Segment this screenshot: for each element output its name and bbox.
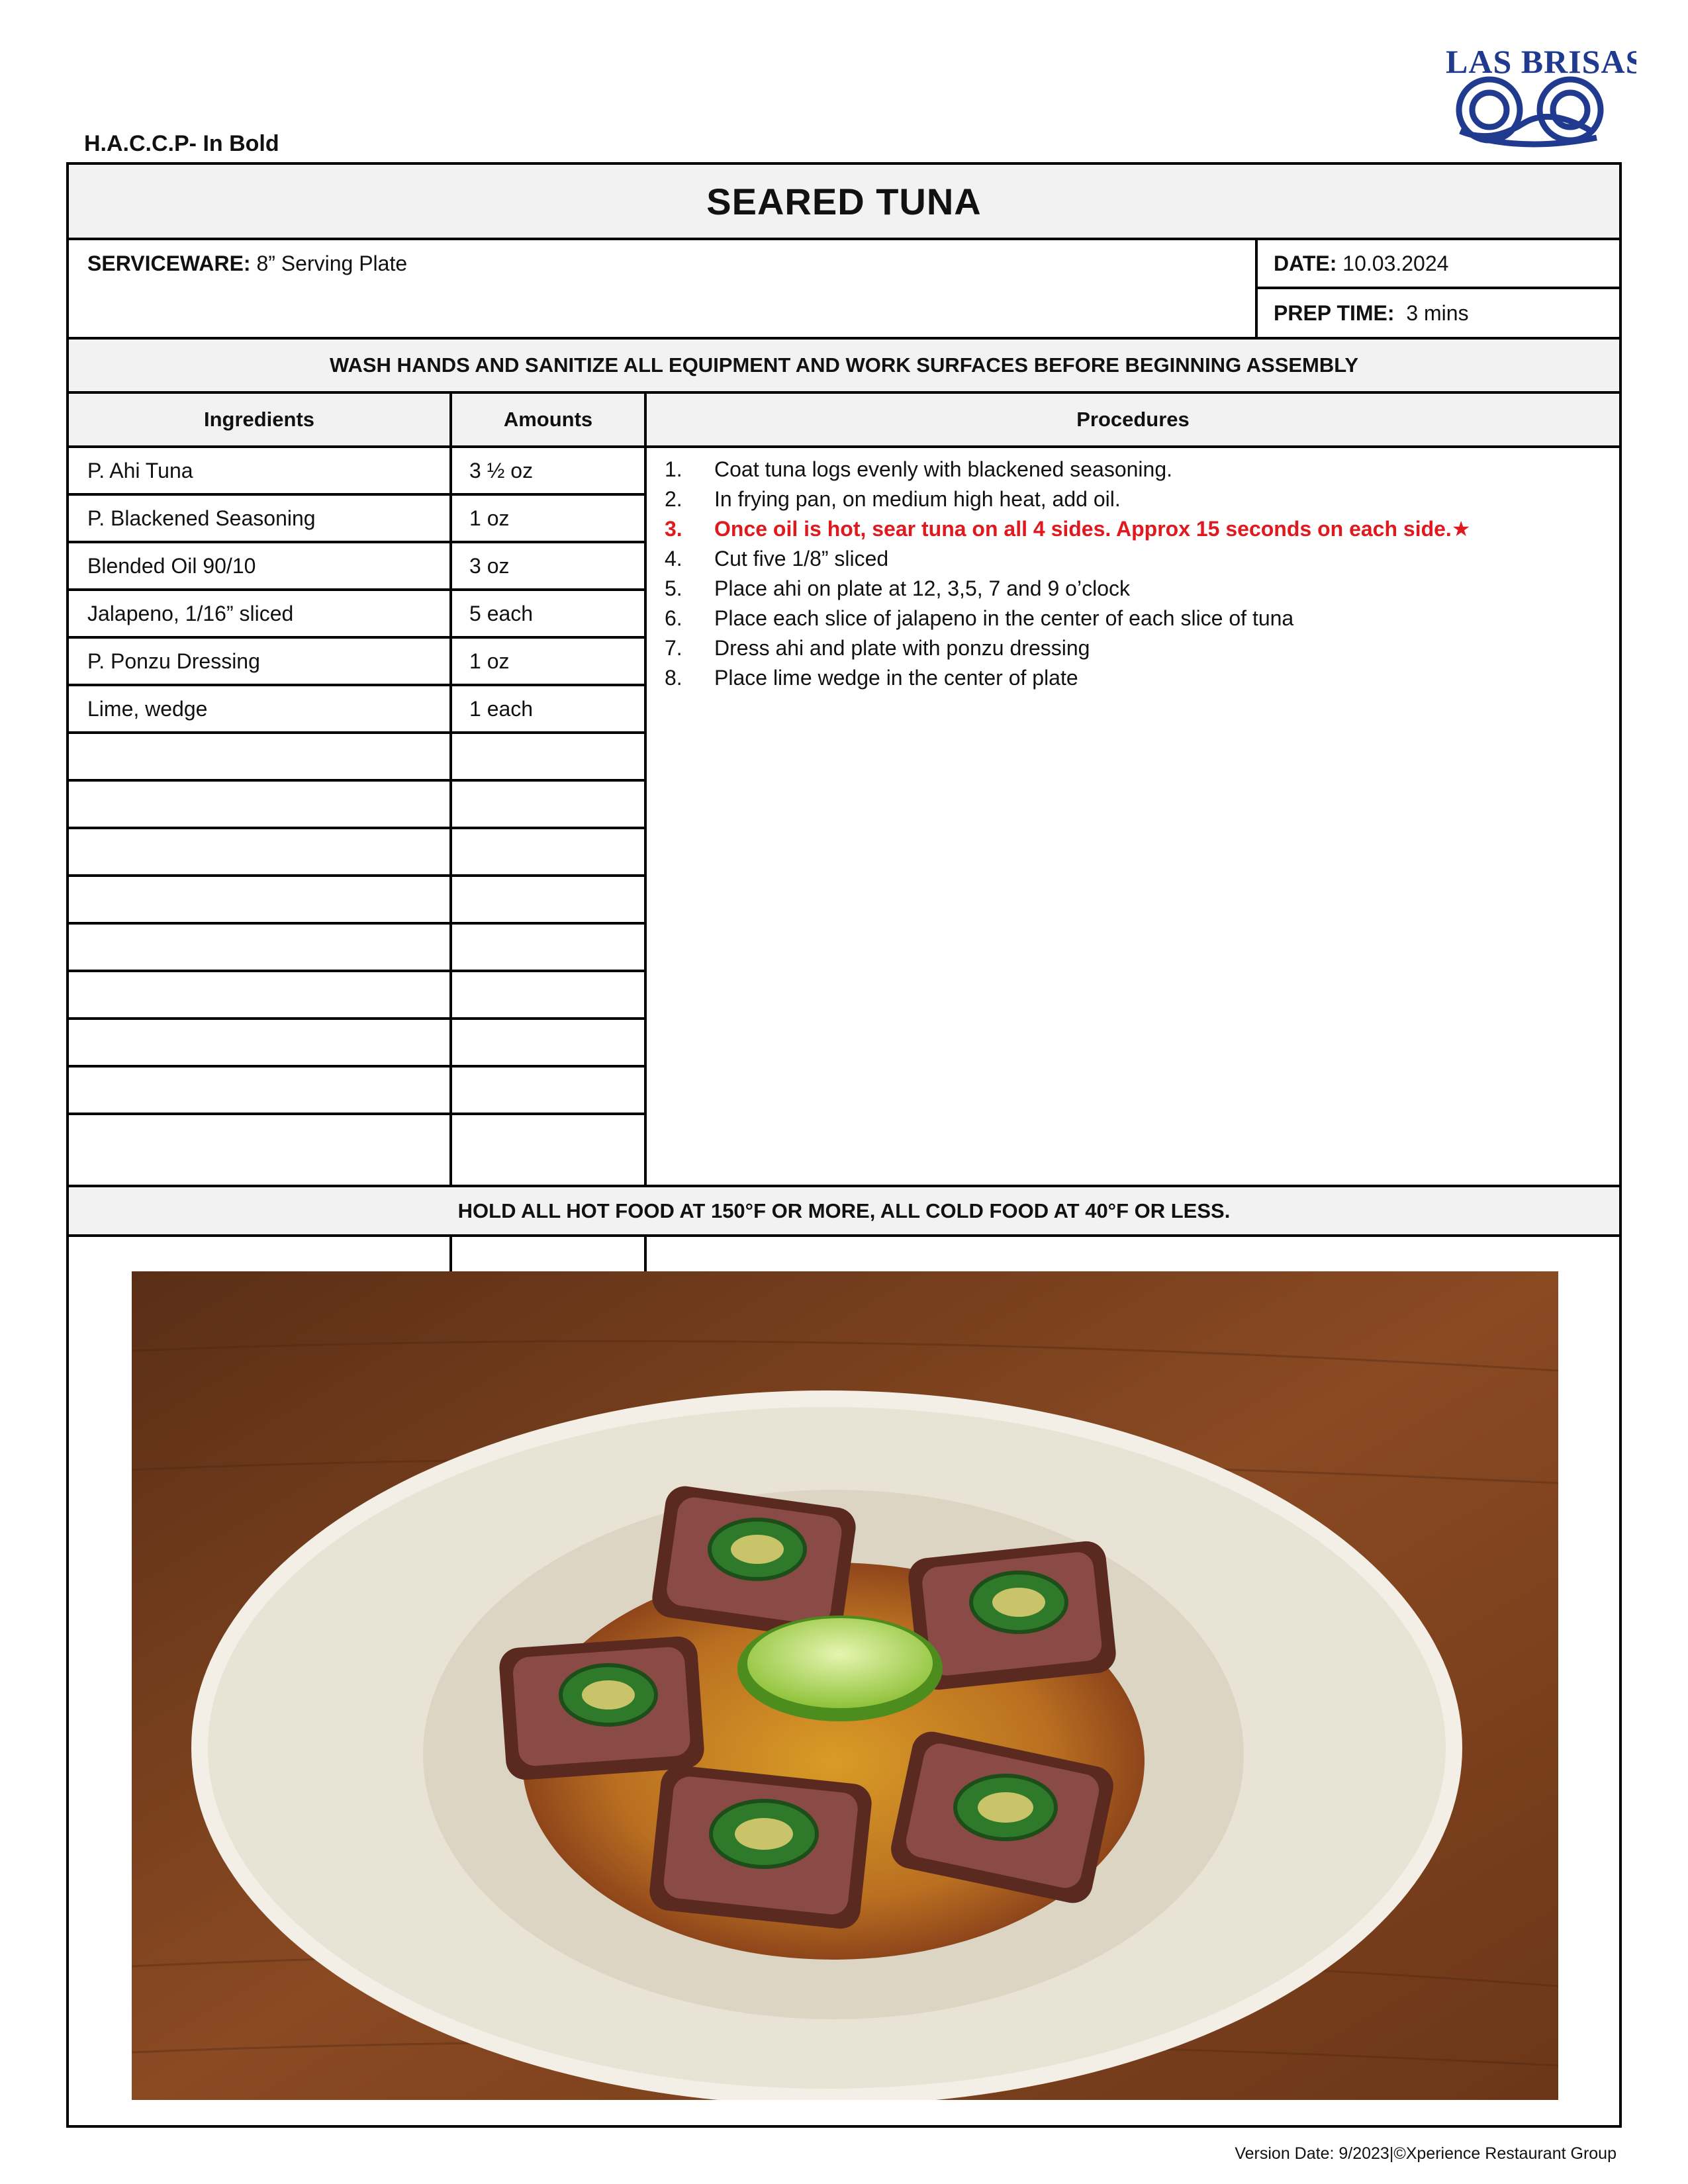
ingredient-name [87,734,445,779]
prep-time-value: 3 mins [1394,300,1469,325]
recipe-card [66,162,1622,2128]
prep-time-field [1274,289,1469,337]
procedure-step: 1. Coat tuna logs evenly with blackened seasoning. [665,457,1172,481]
ingredient-name [87,925,445,970]
dish-photo [132,1271,1558,2100]
wave-logo-icon [1438,38,1636,151]
date-value: 10.03.2024 [1336,251,1449,275]
ingredient-name [87,972,445,1017]
ingredient-amount [469,972,641,1017]
procedure-step-critical: 3. Once oil is hot, sear tuna on all 4 sides. Approx 15 seconds on each side.★ [665,517,1471,541]
prep-time-label: PREP TIME: [1274,300,1395,325]
procedure-step: 8. Place lime wedge in the center of plate [665,666,1078,690]
ingredients-header: Ingredients [203,408,315,431]
las-brisas-logo [1438,38,1636,151]
ingredient-name [87,1068,445,1113]
svg-text:LAS BRISAS: LAS BRISAS [1446,43,1636,80]
procedure-step: 7. Dress ahi and plate with ponzu dressing [665,636,1090,660]
ingredient-name: Jalapeno, 1/16” sliced [87,601,294,625]
procedures-header: Procedures [1076,408,1190,431]
amounts-header: Amounts [503,408,593,431]
procedure-step: 6. Place each slice of jalapeno in the center of each slice of tuna [665,606,1294,630]
date-label: DATE: [1274,251,1337,275]
ingredient-name: Lime, wedge [87,696,208,721]
procedures-list [665,455,1605,693]
ingredient-amount: 1 oz [469,649,510,673]
ingredient-name: P. Blackened Seasoning [87,506,316,530]
serviceware-value: 8” Serving Plate [250,251,408,275]
ingredient-name: Blended Oil 90/10 [87,553,256,578]
ingredient-amount [469,1020,641,1065]
procedure-step: 5. Place ahi on plate at 12, 3,5, 7 and 9 o’clock [665,576,1130,600]
ingredient-amount: 3 ½ oz [469,458,534,482]
procedure-step: 4. Cut five 1/8” sliced [665,547,889,570]
ingredient-amount: 1 each [469,696,534,721]
ingredient-amount: 3 oz [469,553,510,578]
ingredient-amount: 1 oz [469,506,510,530]
version-footer: Version Date: 9/2023|©Xperience Restaurant Group [1235,2144,1617,2163]
ingredient-amount [469,782,641,827]
ingredient-name: P. Ponzu Dressing [87,649,260,673]
seared-tuna-plate-image [132,1271,1558,2100]
ingredient-amount [469,1068,641,1113]
ingredient-amount [469,877,641,922]
ingredient-amount: 5 each [469,601,534,625]
serviceware-field [87,240,407,287]
ingredient-name: P. Ahi Tuna [87,458,193,482]
haccp-note: H.A.C.C.P- In Bold [84,131,279,156]
ingredient-name [87,877,445,922]
serviceware-label: SERVICEWARE: [87,251,251,275]
procedure-step: 2. In frying pan, on medium high heat, add oil. [665,487,1121,511]
ingredient-amount [469,734,641,779]
ingredient-name [87,1020,445,1065]
ingredient-amount [469,925,641,970]
ingredient-name [87,782,445,827]
ingredient-name [87,829,445,874]
date-field [1274,240,1448,287]
ingredient-amount [469,1115,641,1160]
ingredient-name [87,1115,445,1160]
hold-temperature-notice: HOLD ALL HOT FOOD AT 150°F OR MORE, ALL COLD FOOD AT 40°F OR LESS. [69,1187,1619,1234]
wash-hands-notice: WASH HANDS AND SANITIZE ALL EQUIPMENT AND WORK SURFACES BEFORE BEGINNING ASSEMBLY [69,340,1619,391]
ingredient-amount [469,829,641,874]
recipe-title: SEARED TUNA [69,165,1619,238]
